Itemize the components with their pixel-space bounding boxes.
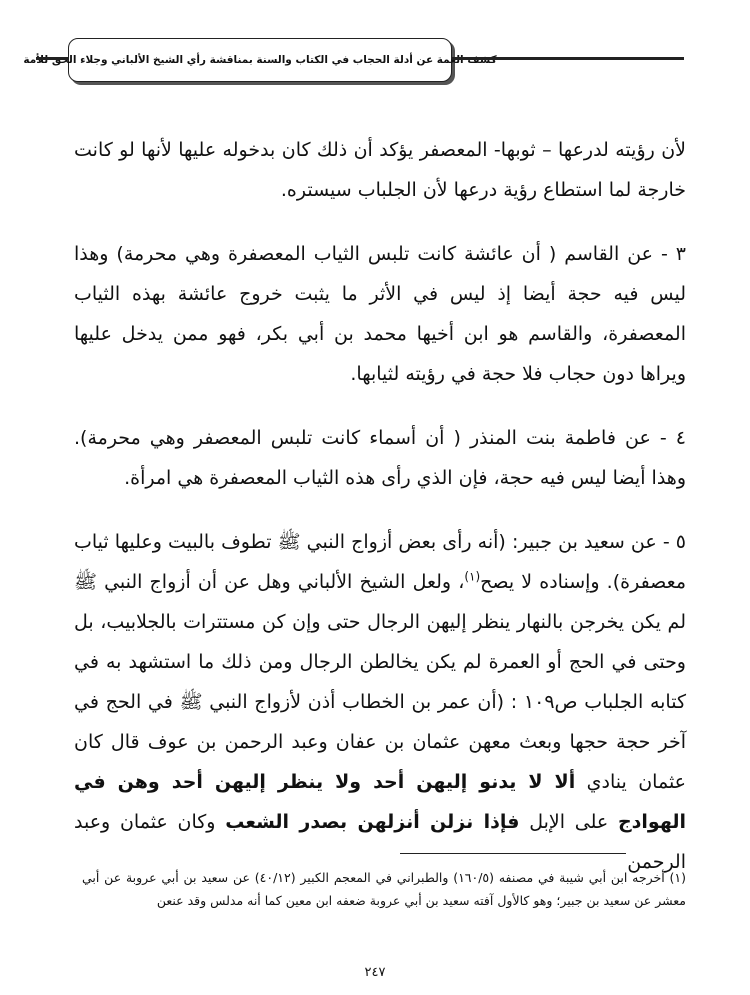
book-title: كشف الغمة عن أدلة الحجاب في الكتاب والسنة بمناقشة رأي الشيخ الألباني وجلاء الحق للأمة [23,54,497,66]
paragraph-4-part-a: ٥ - عن سعيد بن جبير: (أنه رأى بعض أزواج النبي ﷺ تطوف بالبيت وعليها ثياب معصفرة). وإسناده لا يصح [74,531,687,593]
header-rule-right [452,57,684,60]
footnote-reference[interactable]: (١) [464,569,481,584]
paragraph-1: لأن رؤيته لدرعها – ثوبها- المعصفر يؤكد أن ذلك كان بدخوله عليها لأنها لو كانت خارجة لما استطاع رؤية درعها لأن الجلباب سيستره. [74,139,686,201]
footnote-separator [400,853,626,854]
main-text [74,130,686,906]
running-header [23,38,497,82]
header-rule-left [36,57,68,60]
bold-quote-2: فإذا نزلن أنزلهن بصدر الشعب [225,811,520,833]
page-number: ٢٤٧ [364,965,386,980]
paragraph-4 [74,522,686,882]
paragraph-4-part-c: على الإبل [529,811,609,833]
paragraph-3: ٤ - عن فاطمة بنت المنذر ( أن أسماء كانت تلبس المعصفر وهي محرمة). وهذا أيضا ليس فيه حجة، فإن الذي رأى هذه الثياب المعصفرة هي امرأة. [74,427,686,489]
bold-quote-1: ألا لا يدنو إليهن أحد ولا ينظر إليهن أحد وهن في الهوادج [74,771,687,833]
paragraph-4-part-d: وكان عثمان وعبد الرحمن [74,811,686,873]
footnote-1: (١) أخرجه ابن أبي شيبة في مصنفه (١٦٠/٥) والطبراني في المعجم الكبير (٤٠/١٢) عن سعيد بن أبي عروبة عن أبي معشر عن سعيد بن جبير؛ وهو كالأول آفته سعيد بن أبي عروبة ضعفه ابن معين كما أنه مدلس وقد عنعن [82,870,686,908]
paragraph-4-part-b: ، ولعل الشيخ الألباني وهل عن أن أزواج النبي ﷺ لم يكن يخرجن بالنهار ينظر إليهن الرجال حتى وإن كن مستترات بالجلابيب، بل وحتى في الحج أو العمرة لم يكن يخالطن الرجال ومن ذلك ما استشهد به في كتابه الجلباب ص١٠٩ : (أن عمر بن الخطاب أذن لأزواج النبي ﷺ في الحج في آخر حجة حجها وبعث معهن عثمان بن عفان وعبد الرحمن بن عوف قال كان عثمان ينادي [74,571,687,793]
paragraph-2: ٣ - عن القاسم ( أن عائشة كانت تلبس الثياب المعصفرة وهي محرمة) وهذا ليس فيه حجة أيضا إذ ليس في الأثر ما يثبت خروج عائشة بهذه الثياب المعصفرة، والقاسم هو ابن أخيها محمد بن أبي بكر، فهو ممن يدخل عليها ويراها دون حجاب فلا حجة في رؤيته لثيابها. [74,243,686,385]
